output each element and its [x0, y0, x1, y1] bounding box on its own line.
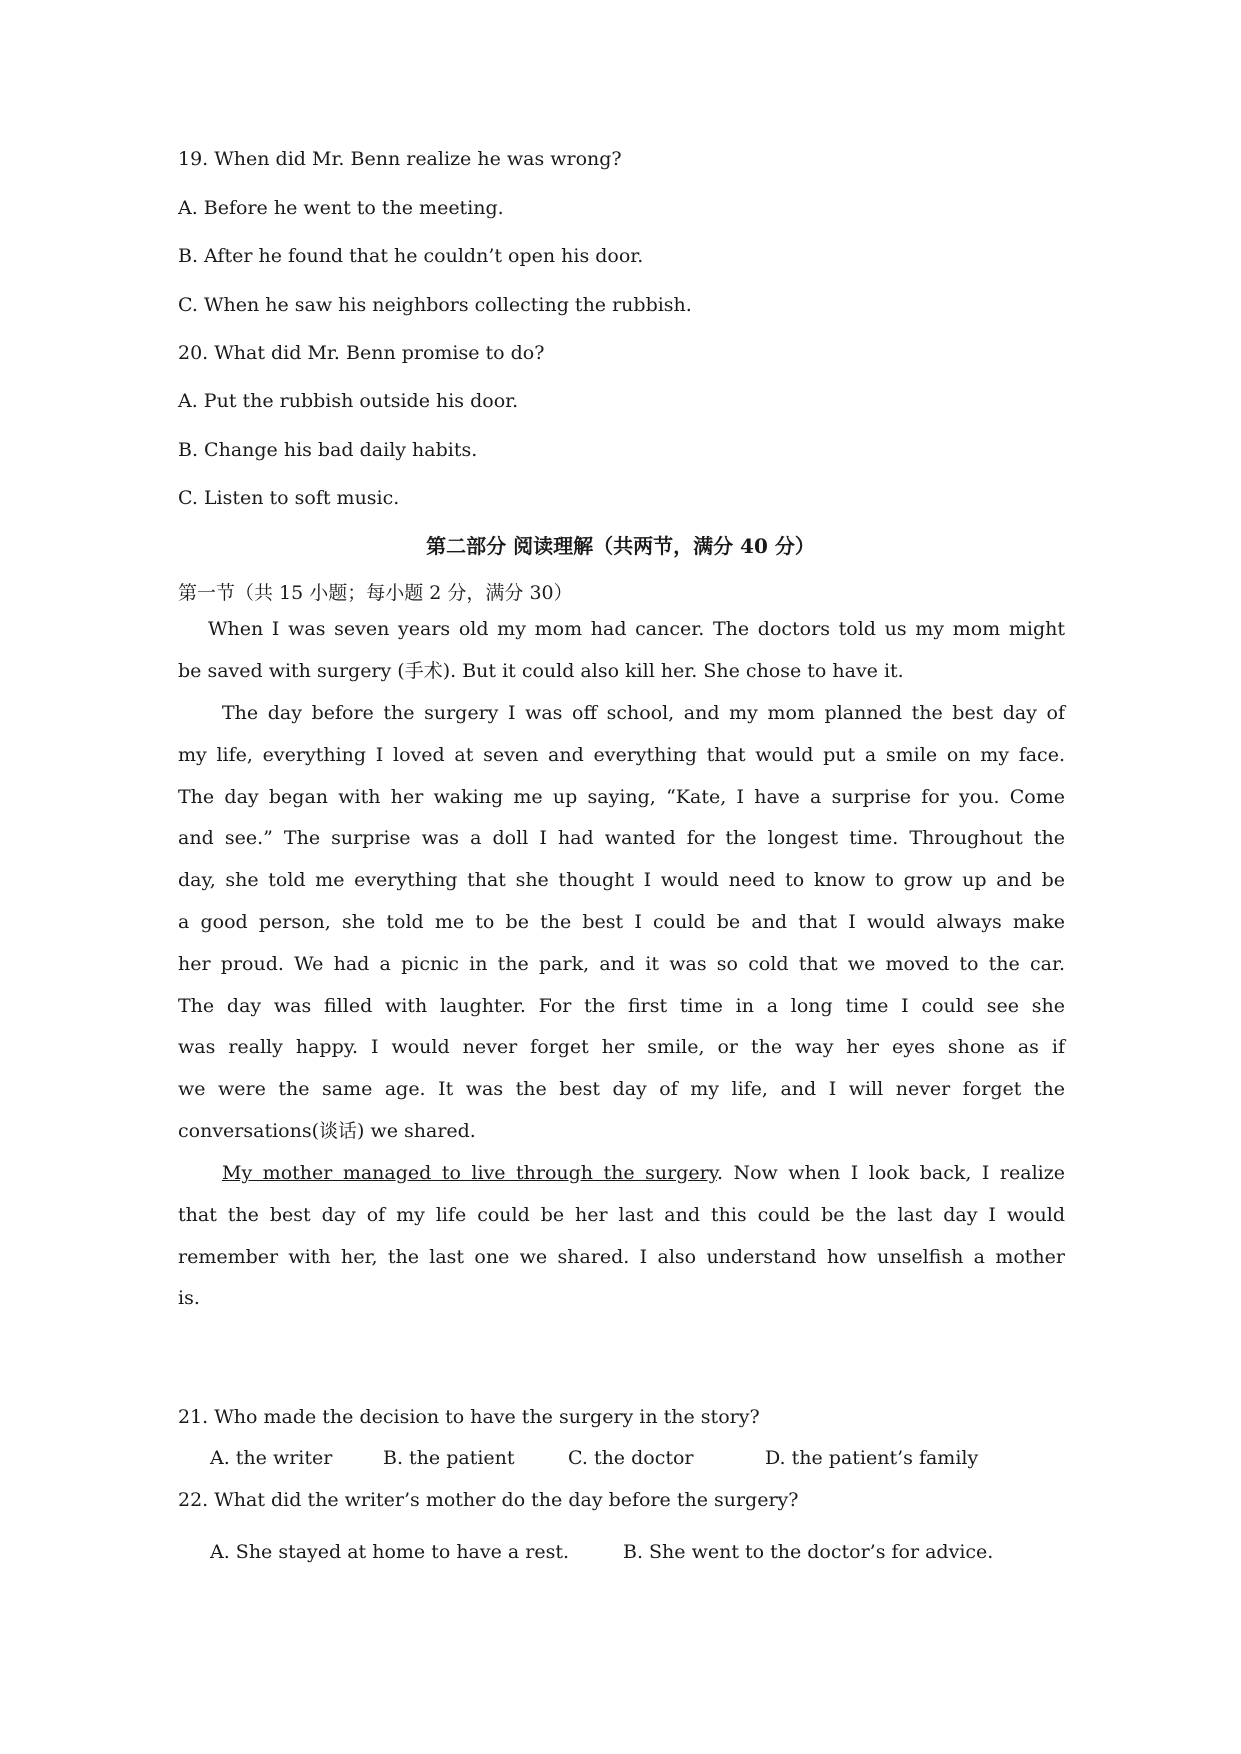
option-22-b: B. She went to the doctor’s for advice.	[623, 1541, 994, 1563]
passage-line: When I was seven years old my mom had cancer. The doctors told us my mom might	[208, 618, 1065, 640]
option-20-c: C. Listen to soft music.	[178, 487, 400, 509]
option-20-b: B. Change his bad daily habits.	[178, 439, 478, 461]
passage-line: was really happy. I would never forget her smile, or the way her eyes shone as if	[178, 1036, 1065, 1059]
underlined-sentence: My mother managed to live through the surgery	[222, 1162, 717, 1184]
question-19: 19. When did Mr. Benn realize he was wrong?	[178, 148, 622, 170]
passage-line	[178, 1153, 1065, 1195]
passage-paragraph-2	[178, 693, 1065, 1153]
option-21-c: C. the doctor	[568, 1447, 694, 1469]
option-22-a: A. She stayed at home to have a rest.	[210, 1541, 570, 1563]
option-21-b: B. the patient	[383, 1447, 515, 1469]
passage-paragraph-3	[178, 1153, 1065, 1320]
question-20: 20. What did Mr. Benn promise to do?	[178, 342, 545, 364]
option-20-a: A. Put the rubbish outside his door.	[178, 390, 519, 412]
passage-line: a good person, she told me to be the best I could be and that I would always make	[178, 910, 1065, 933]
passage-line: her proud. We had a picnic in the park, and it was so cold that we moved to the car.	[178, 952, 1065, 975]
question-21: 21. Who made the decision to have the surgery in the story?	[178, 1406, 760, 1428]
passage-line: The day before the surgery I was off school, and my mom planned the best day of	[222, 702, 1065, 724]
passage-paragraph-1	[178, 609, 1065, 693]
option-19-a: A. Before he went to the meeting.	[178, 197, 504, 219]
passage-line: remember with her, the last one we shared. I also understand how unselfish a mother	[178, 1245, 1065, 1268]
passage-line: that the best day of my life could be her last and this could be the last day I would	[178, 1203, 1065, 1226]
passage-line: day, she told me everything that she thought I would need to know to grow up and be	[178, 869, 1065, 892]
passage-line: and see.” The surprise was a doll I had wanted for the longest time. Throughout the	[178, 827, 1065, 850]
option-19-b: B. After he found that he couldn’t open his door.	[178, 245, 644, 267]
passage-line: The day was filled with laughter. For the first time in a long time I could see she	[178, 994, 1065, 1017]
option-21-a: A. the writer	[210, 1447, 333, 1469]
option-21-d: D. the patient’s family	[765, 1447, 979, 1469]
passage-line: my life, everything I loved at seven and everything that would put a smile on my face.	[178, 743, 1065, 766]
part-2-heading: 第二部分 阅读理解（共两节，满分 40 分）	[426, 534, 815, 558]
passage-line: conversations(谈话) we shared.	[178, 1119, 476, 1142]
passage-line: is.	[178, 1287, 200, 1310]
passage-line: be saved with surgery (手术). But it could also kill her. She chose to have it.	[178, 659, 904, 682]
passage-line: we were the same age. It was the best day of my life, and I will never forget the	[178, 1078, 1065, 1101]
question-22: 22. What did the writer’s mother do the day before the surgery?	[178, 1489, 799, 1511]
passage-text: . Now when I look back, I realize	[716, 1162, 1065, 1184]
section-1-heading: 第一节（共 15 小题；每小题 2 分，满分 30）	[178, 582, 573, 604]
passage-line: The day began with her waking me up saying, “Kate, I have a surprise for you. Come	[178, 785, 1065, 808]
option-19-c: C. When he saw his neighbors collecting the rubbish.	[178, 294, 692, 316]
